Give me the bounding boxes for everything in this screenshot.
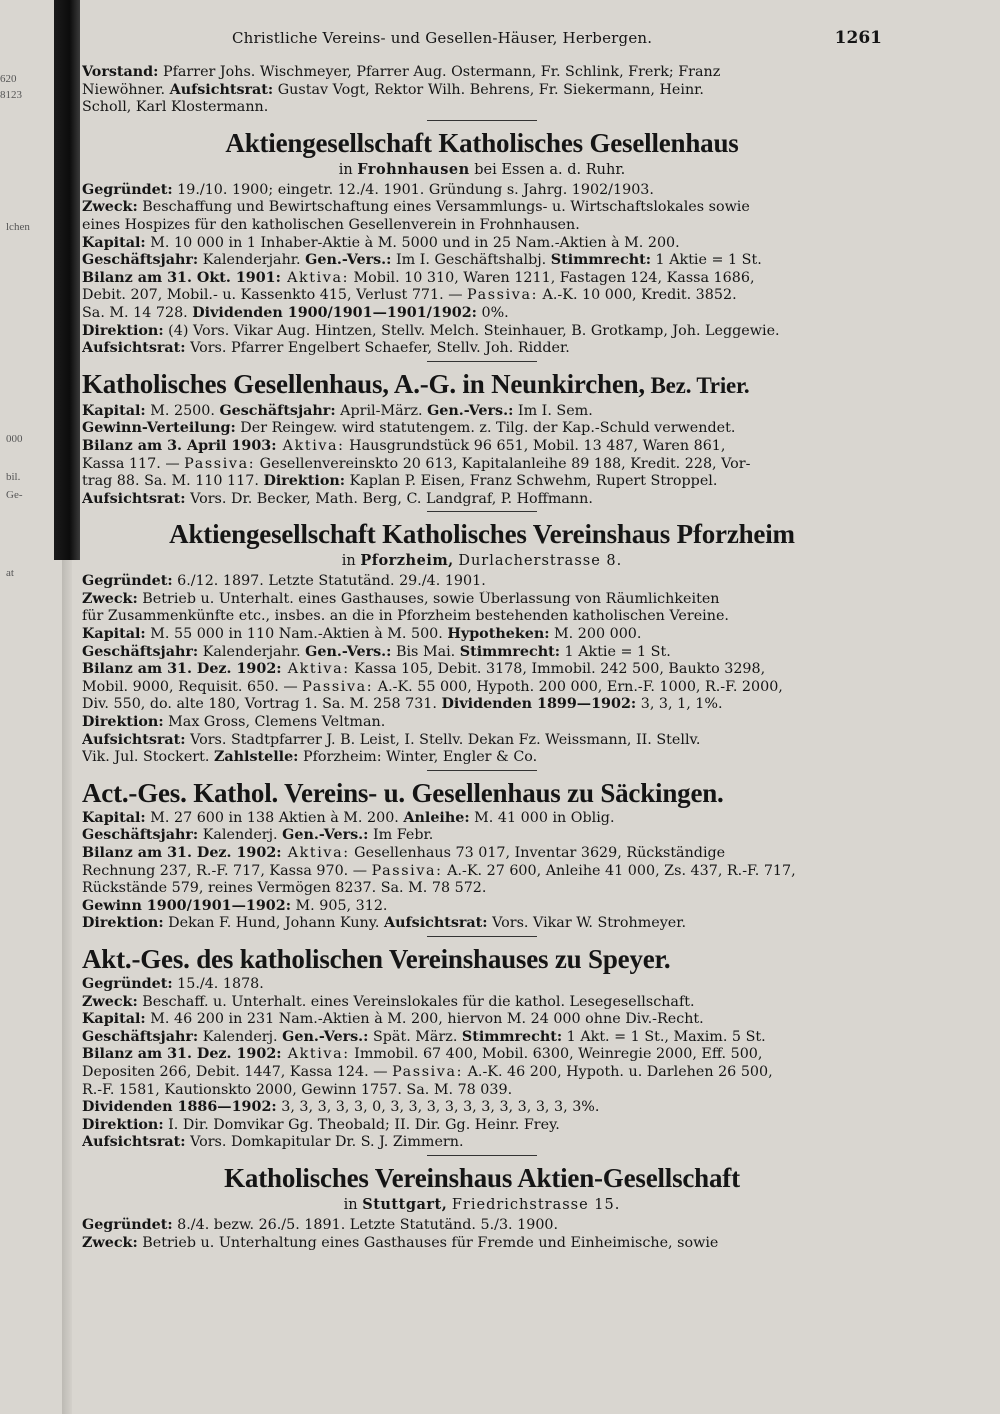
spaced-term: Passiva: — [184, 455, 256, 472]
field-text: 19./10. 1900; eingetr. 12./4. 1901. Gründung s. Jahrg. 1902/1903. — [172, 181, 654, 198]
margin-fragment: bil. — [6, 471, 21, 483]
field-text: M. 46 200 in 231 Nam.-Aktien à M. 200, hiervon M. 24 000 ohne Div.-Recht. — [145, 1011, 704, 1028]
text-line — [82, 1046, 882, 1064]
location-suffix: Friedrichstrasse 15. — [451, 1196, 621, 1213]
field-label: Gen.-Vers.: — [305, 252, 392, 269]
field-text: Rückstände 579, reines Vermögen 8237. Sa. M. 78 572. — [82, 880, 487, 897]
field-label: Vorstand: — [82, 64, 159, 80]
field-label: Dividenden 1900/1901—1901/1902: — [192, 304, 477, 321]
location-suffix: Durlacherstrasse 8. — [458, 553, 623, 570]
location-prefix: in — [338, 161, 353, 178]
section-rule — [427, 1155, 537, 1156]
field-text: A.-K. 27 600, Anleihe 41 000, Zs. 437, R.-F. 717, — [442, 862, 796, 879]
running-title: Christliche Vereins- und Gesellen-Häuser, Herbergen. — [232, 29, 653, 47]
field-text: 3, 3, 1, 1%. — [636, 696, 723, 713]
text-line — [82, 99, 882, 117]
entry-heading: Act.-Ges. Kathol. Vereins- u. Gesellenhaus zu Säckingen. — [82, 777, 724, 808]
spaced-term: Aktiva: — [281, 661, 350, 678]
field-text: Vors. Dr. Becker, Math. Berg, C. Landgraf, P. Hoffmann. — [185, 490, 593, 507]
field-label: Direktion: — [263, 473, 346, 490]
text-line — [82, 287, 882, 305]
text-line — [82, 1235, 882, 1253]
field-label: Geschäftsjahr: — [82, 1028, 199, 1045]
field-label: Bilanz am 31. Okt. 1901: — [82, 269, 281, 286]
book-binding-shadow — [54, 0, 80, 560]
location-place: Stuttgart, — [362, 1195, 448, 1213]
field-text: Div. 550, do. alte 180, Vortrag 1. Sa. M. 258 731. — [82, 696, 442, 713]
entry-heading — [82, 367, 882, 403]
field-text: M. 200 000. — [549, 626, 642, 643]
text-line — [82, 749, 882, 767]
field-text: R.-F. 1581, Kautionskto 2000, Gewinn 1757. Sa. M. 78 039. — [82, 1081, 513, 1098]
text-line — [82, 1099, 882, 1117]
field-label: Gen.-Vers.: — [282, 827, 369, 844]
field-text: Kalenderjahr. — [198, 252, 306, 269]
entry-location — [82, 1195, 882, 1215]
text-line — [82, 403, 882, 421]
field-label: Aufsichtsrat: — [82, 1134, 186, 1151]
field-text: April-März. — [335, 402, 428, 419]
text-line — [82, 473, 882, 491]
field-label: Kapital: — [82, 626, 146, 643]
entry-stuttgart — [82, 1161, 882, 1252]
field-label: Stimmrecht: — [461, 1028, 563, 1045]
entry-heading: Akt.-Ges. des katholischen Vereinshauses zu Speyer. — [82, 943, 671, 974]
field-text: Pforzheim: Winter, Engler & Co. — [298, 749, 538, 766]
text-line — [82, 679, 882, 697]
location-place: Pforzheim, — [360, 552, 454, 570]
spaced-term: Passiva: — [302, 678, 374, 695]
field-text: Immobil. 67 400, Mobil. 6300, Weinregie 2000, Eff. 500, — [349, 1046, 763, 1063]
field-label: Direktion: — [82, 714, 164, 731]
text-line — [82, 898, 882, 916]
text-line — [82, 1082, 882, 1100]
field-text: Kalenderj. — [198, 827, 283, 844]
text-line — [82, 1064, 882, 1082]
field-label: Zweck: — [82, 1234, 138, 1251]
field-text: Dekan F. Hund, Johann Kuny. — [163, 915, 385, 932]
margin-fragment: at — [6, 567, 14, 579]
field-text: Niewöhner. — [82, 81, 170, 98]
field-text: Vors. Stadtpfarrer J. B. Leist, I. Stellv. Dekan Fz. Weissmann, II. Stellv. — [185, 731, 701, 748]
text-line — [82, 1134, 882, 1152]
page-number: 1261 — [834, 28, 882, 48]
margin-fragment: 620 — [0, 73, 17, 85]
text-line — [82, 82, 882, 100]
text-line — [82, 714, 882, 732]
spaced-term: Aktiva: — [276, 437, 345, 454]
field-text: M. 905, 312. — [290, 897, 388, 914]
field-label: Geschäftsjahr: — [82, 252, 199, 269]
field-text: trag 88. Sa. M. 110 117. — [82, 473, 264, 490]
field-label: Aufsichtsrat: — [82, 340, 186, 357]
field-label: Geschäftsjahr: — [82, 827, 199, 844]
field-label: Direktion: — [82, 1116, 164, 1133]
field-label: Geschäftsjahr: — [219, 402, 336, 419]
field-label: Dividenden 1886—1902: — [82, 1099, 277, 1116]
text-line — [82, 591, 882, 609]
text-line — [82, 845, 882, 863]
field-label: Gen.-Vers.: — [427, 402, 514, 419]
field-text: Der Reingew. wird statutengem. z. Tilg. der Kap.-Schuld verwendet. — [235, 420, 736, 437]
field-text: Im I. Geschäftshalbj. — [391, 252, 551, 269]
location-suffix: bei Essen a. d. Ruhr. — [474, 161, 626, 178]
field-text: Betrieb u. Unterhaltung eines Gasthauses für Fremde und Einheimische, sowie — [137, 1234, 719, 1251]
heading-region: Bez. Trier. — [644, 372, 750, 398]
field-text: M. 10 000 in 1 Inhaber-Aktie à M. 5000 und in 25 Nam.-Aktien à M. 200. — [145, 234, 680, 251]
margin-fragment: 000 — [6, 433, 23, 445]
field-text: Debit. 207, Mobil.- u. Kassenkto 415, Verlust 771. — — [82, 287, 468, 304]
field-label: Gewinn-Verteilung: — [82, 420, 236, 437]
text-line — [82, 827, 882, 845]
field-label: Bilanz am 31. Dez. 1902: — [82, 845, 282, 861]
field-text: Kaplan P. Eisen, Franz Schwehm, Rupert Stroppel. — [345, 473, 718, 490]
text-line — [82, 573, 882, 591]
section-rule — [427, 120, 537, 121]
entry-heading: Aktiengesellschaft Katholisches Gesellenhaus — [225, 127, 739, 158]
field-label: Gen.-Vers.: — [282, 1028, 369, 1045]
text-line — [82, 217, 882, 235]
entry-heading: Aktiengesellschaft Katholisches Vereinshaus Pforzheim — [169, 519, 795, 550]
field-label: Gegründet: — [82, 975, 173, 992]
field-label: Gewinn 1900/1901—1902: — [82, 897, 291, 914]
field-label: Aufsichtsrat: — [82, 490, 186, 507]
spaced-term: Passiva: — [467, 287, 539, 304]
field-label: Gegründet: — [82, 573, 173, 590]
text-line — [82, 1217, 882, 1235]
field-text: Vors. Pfarrer Engelbert Schaefer, Stellv. Joh. Ridder. — [185, 340, 570, 357]
field-label: Direktion: — [82, 322, 164, 339]
text-line — [82, 644, 882, 662]
field-text: 0%. — [476, 304, 509, 321]
field-text: Depositen 266, Debit. 1447, Kassa 124. — — [82, 1063, 393, 1080]
field-label: Direktion: — [82, 915, 164, 932]
field-text: eines Hospizes für den katholischen Gesellenverein in Frohnhausen. — [82, 216, 580, 233]
text-line — [82, 182, 882, 200]
spaced-term: Passiva: — [371, 862, 443, 879]
text-line — [82, 456, 882, 474]
field-label: Kapital: — [82, 1011, 146, 1028]
entry-location — [82, 551, 882, 571]
text-line — [82, 661, 882, 679]
text-line — [82, 1029, 882, 1047]
text-line — [82, 270, 882, 288]
entry-speyer — [82, 942, 882, 1152]
entry-location — [82, 160, 882, 180]
field-text: M. 2500. — [145, 402, 220, 419]
field-label: Bilanz am 3. April 1903: — [82, 437, 277, 454]
location-prefix: in — [341, 553, 356, 570]
field-text: M. 27 600 in 138 Aktien à M. 200. — [145, 809, 404, 826]
field-label: Gegründet: — [82, 1216, 173, 1233]
text-line — [82, 915, 882, 933]
margin-fragment: lchen — [6, 221, 30, 233]
field-text: Gesellenhaus 73 017, Inventar 3629, Rückständige — [349, 845, 726, 861]
text-line — [82, 880, 882, 898]
text-line — [82, 810, 882, 828]
spaced-term: Aktiva: — [281, 1046, 350, 1063]
field-label: Hypotheken: — [447, 626, 550, 643]
entry-heading: Katholisches Vereinshaus Aktien-Gesellschaft — [224, 1162, 740, 1193]
field-text: I. Dir. Domvikar Gg. Theobald; II. Dir. Gg. Heinr. Frey. — [163, 1116, 560, 1133]
entry-pforzheim — [82, 517, 882, 767]
field-label: Zweck: — [82, 199, 138, 216]
field-text: Sa. M. 14 728. — [82, 304, 193, 321]
field-label: Zahlstelle: — [213, 749, 299, 766]
field-text: Scholl, Karl Klostermann. — [82, 99, 269, 116]
field-label: Stimmrecht: — [459, 643, 561, 660]
field-text: 15./4. 1878. — [172, 975, 264, 992]
field-text: Beschaff. u. Unterhalt. eines Vereinslokales für die kathol. Lesegesellschaft. — [137, 993, 695, 1010]
text-line — [82, 235, 882, 253]
margin-fragment: 8123 — [0, 89, 22, 101]
text-line — [82, 608, 882, 626]
entry-neunkirchen — [82, 367, 882, 509]
field-text: Gesellenvereinskto 20 613, Kapitalanleihe 89 188, Kredit. 228, Vor- — [255, 455, 751, 472]
text-line — [82, 438, 882, 456]
field-label: Kapital: — [82, 809, 146, 826]
field-text: Spät. März. — [368, 1028, 462, 1045]
text-line — [82, 732, 882, 750]
spaced-term: Aktiva: — [280, 269, 349, 286]
field-label: Gegründet: — [82, 181, 173, 198]
field-label: Zweck: — [82, 993, 138, 1010]
heading-main: Katholisches Gesellenhaus, A.-G. in Neunkirchen, — [82, 368, 645, 399]
page-gutter — [62, 560, 72, 1414]
field-label: Dividenden 1899—1902: — [441, 696, 637, 713]
section-rule — [427, 361, 537, 362]
field-text: Beschaffung und Bewirtschaftung eines Versammlungs- u. Wirtschaftslokales sowie — [137, 199, 750, 216]
margin-fragment: Ge- — [6, 489, 23, 501]
text-line — [82, 323, 882, 341]
field-label: Anleihe: — [403, 809, 470, 826]
field-text: Kassa 105, Debit. 3178, Immobil. 242 500, Baukto 3298, — [349, 661, 766, 678]
field-text: Mobil. 10 310, Waren 1211, Fastagen 124, Kassa 1686, — [349, 269, 755, 286]
field-text: Pfarrer Johs. Wischmeyer, Pfarrer Aug. Ostermann, Fr. Schlink, Frerk; Franz — [158, 64, 721, 80]
text-line — [82, 64, 882, 82]
field-text: 1 Aktie = 1 St. — [651, 252, 762, 269]
text-line — [82, 305, 882, 323]
text-line — [82, 1117, 882, 1135]
running-header — [82, 28, 882, 58]
field-label: Bilanz am 31. Dez. 1902: — [82, 1046, 282, 1063]
field-text: M. 55 000 in 110 Nam.-Aktien à M. 500. — [145, 626, 448, 643]
field-text: Im I. Sem. — [513, 402, 593, 419]
field-label: Geschäftsjahr: — [82, 643, 199, 660]
field-text: Vors. Vikar W. Strohmeyer. — [487, 915, 687, 932]
field-text: Kalenderj. — [198, 1028, 283, 1045]
field-text: A.-K. 10 000, Kredit. 3852. — [538, 287, 737, 304]
section-rule — [427, 936, 537, 937]
field-label: Zweck: — [82, 590, 138, 607]
field-text: M. 41 000 in Oblig. — [469, 809, 615, 826]
field-label: Kapital: — [82, 234, 146, 251]
text-line — [82, 491, 882, 509]
entry-saeckingen — [82, 776, 882, 933]
text-line — [82, 863, 882, 881]
field-label: Gen.-Vers.: — [305, 643, 392, 660]
text-line — [82, 994, 882, 1012]
field-label: Aufsichtsrat: — [169, 81, 274, 98]
field-text: Gustav Vogt, Rektor Wilh. Behrens, Fr. Siekermann, Heinr. — [273, 81, 704, 98]
text-line — [82, 199, 882, 217]
field-text: 6./12. 1897. Letzte Statutänd. 29./4. 1901. — [172, 573, 486, 590]
field-text: Rechnung 237, R.-F. 717, Kassa 970. — — [82, 862, 372, 879]
location-place: Frohnhausen — [357, 160, 470, 178]
field-label: Stimmrecht: — [550, 252, 652, 269]
spaced-term: Aktiva: — [281, 845, 350, 861]
field-label: Bilanz am 31. Dez. 1902: — [82, 661, 282, 678]
field-text: 3, 3, 3, 3, 3, 0, 3, 3, 3, 3, 3, 3, 3, 3, 3, 3, 3%. — [276, 1099, 600, 1116]
field-text: Hausgrundstück 96 651, Mobil. 13 487, Waren 861, — [344, 437, 726, 454]
section-rule — [427, 511, 537, 512]
location-prefix: in — [343, 1196, 358, 1213]
text-line — [82, 252, 882, 270]
field-text: Betrieb u. Unterhalt. eines Gasthauses, sowie Überlassung von Räumlichkeiten — [137, 590, 720, 607]
section-rule — [427, 770, 537, 771]
field-text: Vik. Jul. Stockert. — [82, 749, 214, 766]
spaced-term: Passiva: — [392, 1063, 464, 1080]
field-text: Mobil. 9000, Requisit. 650. — — [82, 678, 303, 695]
text-line — [82, 1011, 882, 1029]
field-text: (4) Vors. Vikar Aug. Hintzen, Stellv. Melch. Steinhauer, B. Grotkamp, Joh. Leggewie. — [163, 322, 780, 339]
field-text: 1 Aktie = 1 St. — [560, 643, 671, 660]
field-text: 1 Akt. = 1 St., Maxim. 5 St. — [562, 1028, 766, 1045]
text-line — [82, 626, 882, 644]
document-page — [82, 28, 882, 1254]
field-text: A.-K. 46 200, Hypoth. u. Darlehen 26 500, — [463, 1063, 773, 1080]
field-text: Im Febr. — [368, 827, 434, 844]
field-text: Max Gross, Clemens Veltman. — [163, 714, 386, 731]
text-line — [82, 696, 882, 714]
field-label: Aufsichtsrat: — [384, 915, 488, 932]
field-text: A.-K. 55 000, Hypoth. 200 000, Ern.-F. 1000, R.-F. 2000, — [373, 678, 783, 695]
text-line — [82, 420, 882, 438]
field-text: Bis Mai. — [391, 643, 460, 660]
text-line — [82, 340, 882, 358]
entry-frohnhausen — [82, 126, 882, 358]
field-text: Kassa 117. — — [82, 455, 185, 472]
field-text: für Zusammenkünfte etc., insbes. an die in Pforzheim bestehenden katholischen Vereine. — [82, 608, 729, 625]
intro-continuation — [82, 64, 882, 117]
field-text: Kalenderjahr. — [198, 643, 306, 660]
field-text: Vors. Domkapitular Dr. S. J. Zimmern. — [185, 1134, 464, 1151]
field-label: Kapital: — [82, 402, 146, 419]
field-label: Aufsichtsrat: — [82, 731, 186, 748]
field-text: 8./4. bezw. 26./5. 1891. Letzte Statutänd. 5./3. 1900. — [172, 1216, 559, 1233]
text-line — [82, 976, 882, 994]
